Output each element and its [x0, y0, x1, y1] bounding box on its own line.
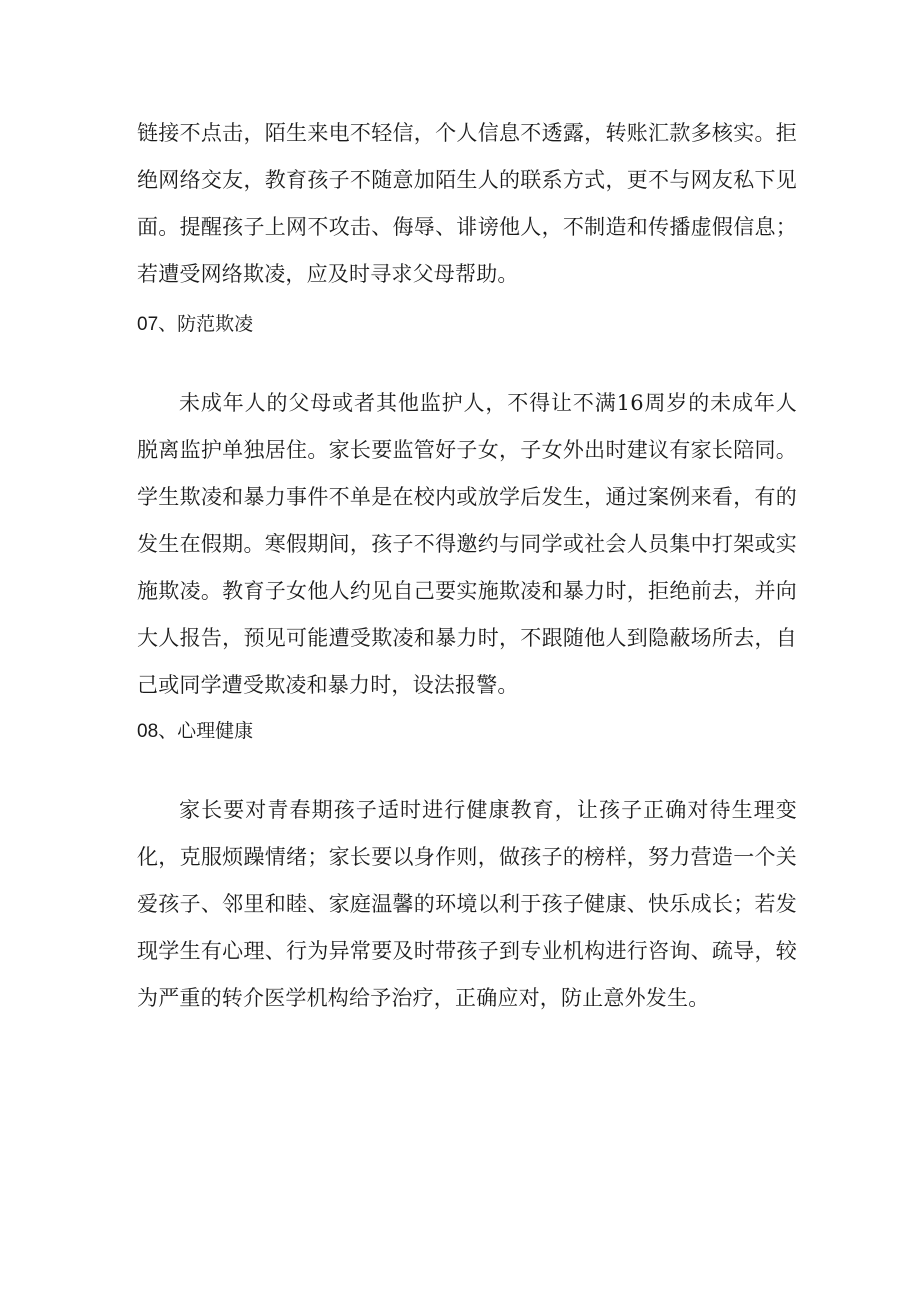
- document-body: [137, 110, 797, 1022]
- section-heading-anti-bullying: 07、防范欺凌: [137, 314, 254, 335]
- paragraph-online-safety: 链接不点击，陌生来电不轻信，个人信息不透露，转账汇款多核实。拒绝网络交友，教育孩子不随意加陌生人的联系方式，更不与网友私下见面。提醒孩子上网不攻击、侮辱、诽谤他人，不制造和传播虚假信息；若遭受网络欺凌，应及时寻求父母帮助。: [137, 121, 797, 286]
- section-heading-mental-health: 08、心理健康: [137, 721, 254, 742]
- paragraph-mental-health: 家长要对青春期孩子适时进行健康教育，让孩子正确对待生理变化，克服烦躁情绪；家长要以身作则，做孩子的榜样，努力营造一个关爱孩子、邻里和睦、家庭温馨的环境以利于孩子健康、快乐成长；若发现学生有心理、行为异常要及时带孩子到专业机构进行咨询、疏导，较为严重的转介医学机构给予治疗，正确应对，防止意外发生。: [137, 798, 797, 1010]
- paragraph-anti-bullying: 未成年人的父母或者其他监护人，不得让不满16周岁的未成年人脱离监护单独居住。家长要监管好子女，子女外出时建议有家长陪同。学生欺凌和暴力事件不单是在校内或放学后发生，通过案例来看，有的发生在假期。寒假期间，孩子不得邀约与同学或社会人员集中打架或实施欺凌。教育子女他人约见自己要实施欺凌和暴力时，拒绝前去，并向大人报告，预见可能遭受欺凌和暴力时，不跟随他人到隐蔽场所去，自己或同学遭受欺凌和暴力时，设法报警。: [137, 391, 797, 697]
